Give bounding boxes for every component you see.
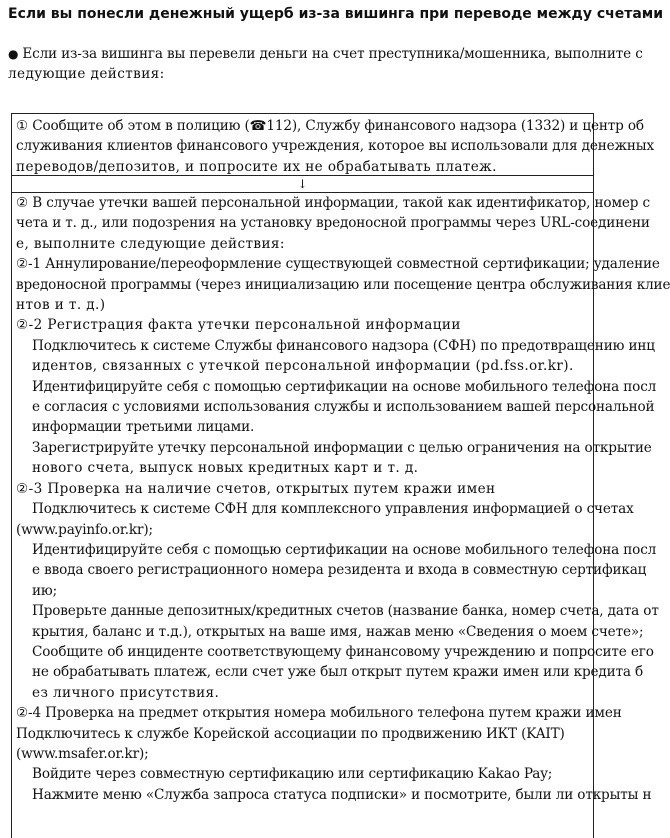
step-1-line: ① Сообщите об этом в полицию (☎112), Службу финансового надзора (1332) и центр об: [16, 118, 644, 134]
step-2-3-line: е ввода своего регистрационного номера резидента и входа в совместную сертификац: [32, 562, 647, 579]
step-2-2-line: Идентифицируйте себя с помощью сертификации на основе мобильного телефона посл: [32, 378, 657, 395]
step-2-section: [12, 193, 670, 805]
step-2-3-line: крытия, баланс и т.д.), открытых на ваше имя, нажав меню «Сведения о моем счете»;: [32, 623, 644, 640]
step-2-2-line: Подключитесь к системе Службы финансового надзора (СФН) по предотвращению инц: [32, 337, 655, 354]
step-2-4-line: Нажмите меню «Служба запроса статуса подписки» и посмотрите, были ли открыты н: [32, 786, 652, 803]
intro-paragraph: [8, 44, 643, 85]
steps-box: [11, 113, 670, 838]
step-2-2-line: идентов, связанных с утечкой персональной информации (pd.fss.or.kr).: [32, 358, 574, 375]
document-title: Если вы понесли денежный ущерб из-за вишинга при переводе между счетами: [8, 6, 664, 22]
step-2-line: е, выполните следующие действия:: [16, 235, 285, 252]
step-2-line: ② В случае утечки вашей персональной информации, такой как идентификатор, номер с: [16, 195, 650, 211]
step-2-2-line: е согласия с условиями использования службы и использованием вашей персональной: [32, 399, 655, 416]
step-2-1-line: ②-1 Аннулирование/переоформление существующей совместной сертификации; удаление: [16, 256, 660, 273]
bullet-icon: ●: [8, 47, 19, 61]
step-2-3-heading: ②-3 Проверка на наличие счетов, открытых путем кражи имен: [16, 480, 496, 497]
step-1-line: переводов/депозитов, и попросите их не обрабатывать платеж.: [16, 158, 497, 175]
step-2-2-line: информации третьими лицами.: [32, 419, 255, 436]
step-2-3-line: Подключитесь к системе СФН для комплексного управления информацией о счетах: [32, 501, 634, 518]
step-2-3-line: Проверьте данные депозитных/кредитных счетов (название банка, номер счета, дата от: [32, 603, 659, 620]
step-2-2-line: нового счета, выпуск новых кредитных карт и т. д.: [32, 460, 419, 477]
step-2-3-line: Идентифицируйте себя с помощью сертификации на основе мобильного телефона посл: [32, 541, 657, 558]
step-2-2-heading: ②-2 Регистрация факта утечки персональной информации: [16, 317, 461, 334]
intro-line: ледующие действия:: [8, 66, 165, 83]
step-1-section: [12, 114, 654, 176]
link-payinfo[interactable]: (www.payinfo.or.kr);: [16, 521, 153, 538]
step-2-1-line: вредоносной программы (через инициализацию или посещение центра обслуживания клие: [16, 276, 670, 293]
step-2-4-line: Войдите через совместную сертификацию или сертификацию Kakao Pay;: [32, 766, 553, 783]
step-2-3-line: ию;: [32, 582, 58, 599]
step-2-4-heading: ②-4 Проверка на предмет открытия номера мобильного телефона путем кражи имен: [16, 705, 622, 722]
step-2-3-line: не обрабатывать платеж, если счет уже был открыт путем кражи имен или кредита б: [32, 664, 644, 681]
step-2-3-line: ез личного присутствия.: [32, 684, 220, 701]
down-arrow-icon: ↓: [12, 176, 593, 193]
step-1-line: служивания клиентов финансового учреждения, которое вы использовали для денежных: [16, 138, 654, 155]
intro-line: Если из-за вишинга вы перевели деньги на счет преступника/мошенника, выполните с: [22, 46, 643, 62]
step-2-3-line: Сообщите об инциденте соответствующему финансовому учреждению и попросите его: [32, 643, 654, 660]
step-2-2-line: Зарегистрируйте утечку персональной информации с целью ограничения на открытие: [32, 439, 652, 456]
link-msafer[interactable]: (www.msafer.or.kr);: [16, 745, 149, 762]
step-2-1-line: нтов и т. д.): [16, 297, 106, 314]
step-2-line: чета и т. д., или подозрения на установку вредоносной программы через URL-соединени: [16, 215, 650, 232]
step-2-4-line: Подключитесь к службе Корейской ассоциации по продвижению ИКТ (KAIT): [16, 725, 565, 742]
